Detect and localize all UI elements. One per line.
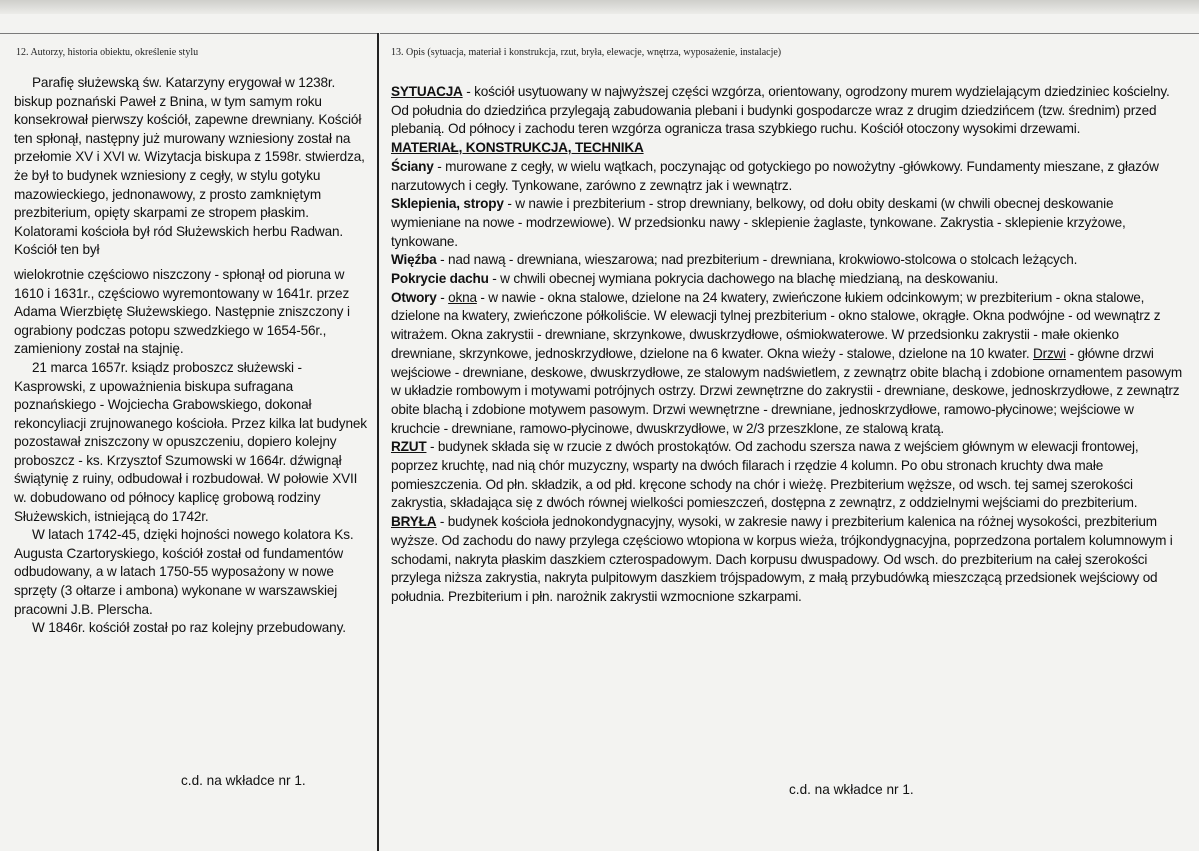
history-paragraph-4: W latach 1742-45, dzięki hojności nowego kolatora Ks. Augusta Czartoryskiego, kościół został od fundamentów odbudowany, a w latach 1750-55 wyposażony w nowe sprzęty (3 ołtarze i ambona) wykonane w warszawskiej pracowni J.B. Plerscha. [14,527,354,617]
rzut-paragraph [391,438,1186,513]
description-column [391,83,1186,607]
sciany-paragraph [391,158,1186,195]
section-12-header: 12. Autorzy, historia obiektu, określenie stylu [16,47,199,58]
scan-top-band [0,0,1199,14]
sklepienia-label: Sklepienia, stropy [391,196,504,212]
history-paragraph-3: 21 marca 1657r. ksiądz proboszcz służewski - Kasprowski, z upoważnienia biskupa sufragana poznańskiego - Wojciecha Grabowskiego, dokonał rekoncyliacji zrujnowanego kościoła. Przez kilka lat budynek pozostawał zniszczony w opuszczeniu, dopiero kolejny proboszcz - ks. Krzysztof Szumowski w 1664r. dźwignął świątynię z ruiny, odbudował i rozbudował. W połowie XVII w. dobudowano od północy kaplicę grobową rodziny Służewskich, istniejącą do 1742r. [14,359,367,524]
header-rule-left [0,33,378,34]
sytuacja-text: - kościół usytuowany w najwyższej części wzgórza, orientowany, ogrodzony murem wydzielającym dziedziniec kościelny. Od południa do dziedzińca przylegają zabudowania plebani i budynki gospodarcze wraz z drugim dziedzińcem (tzw. średnim) przed plebanią. Od północy i zachodu teren wzgórza ogranicza trasa szybkiego ruchu. Kościół otoczony wysokimi drzewami. [391,84,1170,137]
section-13-header: 13. Opis (sytuacja, materiał i konstrukcja, rzut, bryła, elewacje, wnętrza, wyposażenie, instalacje) [391,47,782,58]
otwory-separator: - [436,289,449,305]
wiezba-paragraph [391,251,1186,270]
otwory-paragraph [391,289,1186,439]
material-heading-line [391,139,1186,158]
sytuacja-paragraph [391,83,1186,139]
sklepienia-paragraph [391,195,1186,251]
sklepienia-text: - w nawie i prezbiterium - strop drewniany, belkowy, od dołu obity deskami (w chwili obecnej deskowanie wymieniane na nowe - modrzewiowe). W przedsionku nawy - sklepienie żaglaste, tynkowane. Zakrystia - sklepienie krzyżowe, tynkowane. [391,196,1126,249]
pokrycie-text: - w chwili obecnej wymiana pokrycia dachowego na blachę miedzianą, na deskowaniu. [488,271,999,287]
wiezba-text: - nad nawą - drewniana, wieszarowa; nad prezbiterium - drewniana, krokwiowo-stolcowa o stolcach leżących. [436,252,1078,268]
bryla-text: - budynek kościoła jednokondygnacyjny, wysoki, w zakresie nawy i prezbiterium kalenica na różnej wysokości, prezbiterium wyższe. Od zachodu do nawy przylega częściowo wtopiona w korpus wieża, trójkondygnacyjna, poprzedzona portalem kolumnowym i schodami, nakryta płaskim daszkiem czterospadowym. Dach korpusu dwuspadowy. Od wsch. do prezbiterium na całej szerokości przylega niższa zakrystia, nakryta pulpitowym daszkiem trójspadowym, z małą przybudówką mieszczącą przedsionek wejściowy od południa. Prezbiterium i płn. narożnik zakrystii wzmocnione szkarpami. [391,514,1173,604]
bryla-heading: BRYŁA [391,514,437,530]
history-column [14,74,368,638]
continued-note-left: c.d. na wkładce nr 1. [181,773,306,788]
history-paragraph-1: Parafię służewską św. Katarzyny erygował w 1238r. biskup poznański Paweł z Bnina, w tym samym roku konsekrował pierwszy kościół, zapewne drewniany. Kościół ten spłonął, następny już murowany wzniesiony został na przełomie XV i XVI w. Wizytacja biskupa z 1598r. stwierdza, że był to budynek wzniesiony z cegły, w stylu gotyku mazowieckiego, jednonawowy, z prosto zamkniętym prezbiterium, opięty skarpami ze stropem płaskim. Kolatorami kościoła był ród Służewskich herbu Radwan. Kościół ten był [14,75,365,258]
sciany-label: Ściany [391,158,434,174]
wiezba-label: Więźba [391,252,437,268]
pokrycie-label: Pokrycie dachu [391,271,489,287]
okna-text: - w nawie - okna stalowe, dzielone na 24 kwatery, zwieńczone łukiem odcinkowym; w prezbiterium - okna stalowe, dzielone na kwatery, zwieńczone półkoliście. W elewacji tylnej prezbiterium - okno stalowe, okrągłe. Okna podwójne - od wewnątrz z witrażem. Okna zakrystii - drewniane, skrzynkowe, dwuskrzydłowe, ośmiokwaterowe. W przedsionku zakrystii - małe okienko drewniane, skrzynkowe, jednoskrzydłowe, dzielone na 6 kwater. Okna wieży - stalowe, dzielone na 10 kwater. [391,289,1161,361]
okna-label: okna [448,289,477,305]
drzwi-text: - główne drzwi wejściowe - drewniane, deskowe, dwuskrzydłowe, ze stalowym nadświetlem, z zewnątrz obite blachą i zdobione ornamentem pasowym w układzie rombowym i motywami potrójnych ostrzy. Drzwi zewnętrzne do zakrystii - drewniane, deskowe, jednoskrzydłowe, z zewnątrz obite blachą i zdobione motywem pasowym. Drzwi wewnętrzne - drewniane, jednoskrzydłowe, ramowo-płycinowe; wejściowe w kruchcie - drewniane, ramowo-płycinowe, dwuskrzydłowe, w 2/3 przeszklone, ze stalową kratą. [391,345,1182,436]
drzwi-label: Drzwi [1033,345,1066,361]
history-paragraph-2: wielokrotnie częściowo niszczony - spłonął od pioruna w 1610 i 1631r., częściowo wyremontowany w 1641r. przez Adama Wierzbiętę Służewskiego. Następnie zniszczony i ograbiony podczas potopu szwedzkiego w 1654-56r., zamieniony został na stajnię. [14,266,350,357]
pokrycie-paragraph [391,270,1186,289]
continued-note-right: c.d. na wkładce nr 1. [789,782,914,797]
sytuacja-heading: SYTUACJA [391,84,463,99]
rzut-heading: RZUT [391,439,427,455]
material-heading: MATERIAŁ, KONSTRUKCJA, TECHNIKA [391,140,644,156]
column-divider [377,33,379,851]
rzut-text: - budynek składa się w rzucie z dwóch prostokątów. Od zachodu szersza nawa z wejściem głównym w elewacji frontowej, poprzez kruchtę, nad nią chór muzyczny, wsparty na dwóch filarach i rzędzie 4 kolumn. Po obu stronach kruchty dwa małe pomieszczenia. Od płn. składzik, a od płd. kręcone schody na chór i wieżę. Prezbiterium węższe, od wsch. tej samej szerokości zakrystia, składająca się z dwóch równej wielkości pomieszczeń, dostępna z zewnątrz, z oddzielnymi wejściami do prezbiterium. [391,439,1139,511]
bryla-paragraph [391,513,1186,607]
sciany-text: - murowane z cegły, w wielu wątkach, poczynając od gotyckiego po nowożytny -główkowy. Fundamenty mieszane, z głazów narzutowych i cegły. Tynkowane, zarówno z zewnątrz jak i wewnątrz. [391,158,1159,193]
header-rule-right [380,33,1199,34]
history-paragraph-5: W 1846r. kościół został po raz kolejny przebudowany. [32,620,346,636]
otwory-label: Otwory [391,289,437,305]
